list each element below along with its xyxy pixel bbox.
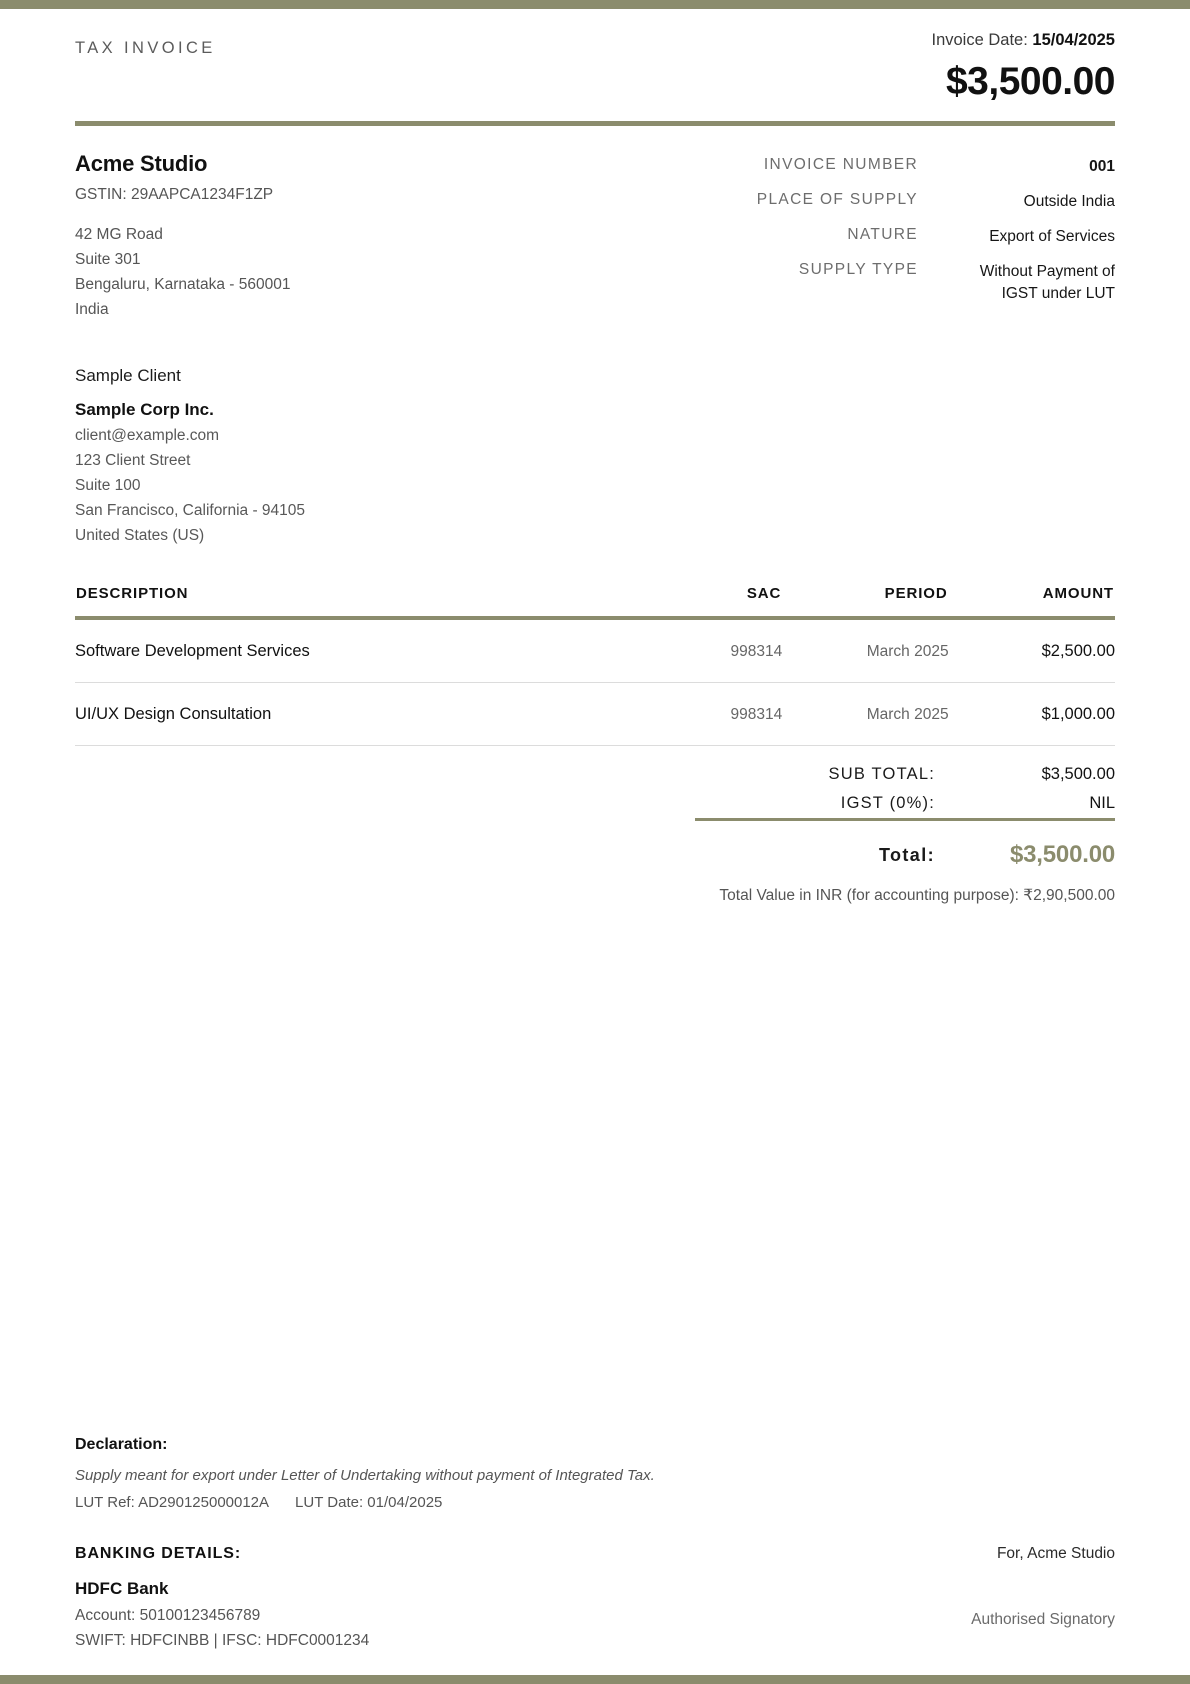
meta-key: PLACE OF SUPPLY xyxy=(756,190,918,208)
seller-gstin: GSTIN: 29AAPCA1234F1ZP xyxy=(75,185,274,203)
meta-key: INVOICE NUMBER xyxy=(763,155,918,173)
client-address-line: 123 Client Street xyxy=(75,452,191,470)
client-address-line: Suite 100 xyxy=(75,476,141,494)
lut-ref: LUT Ref: AD290125000012A xyxy=(75,1494,270,1512)
column-header-amount: AMOUNT xyxy=(1042,585,1114,603)
item-sac: 998314 xyxy=(657,618,782,683)
invoice-date-value: 15/04/2025 xyxy=(1032,31,1115,49)
authorised-signatory-label: Authorised Signatory xyxy=(971,1611,1115,1629)
banking-title: BANKING DETAILS: xyxy=(75,1545,242,1563)
meta-key: NATURE xyxy=(847,225,918,243)
invoice-date-label: Invoice Date: xyxy=(931,31,1028,49)
declaration-lut xyxy=(75,1494,1115,1511)
igst-label: IGST (0%): xyxy=(840,794,935,813)
meta-value: 001 xyxy=(1089,157,1115,175)
meta-row xyxy=(757,156,1115,191)
meta-row xyxy=(757,226,1115,261)
table-header-row xyxy=(75,584,1115,618)
lut-date: LUT Date: 01/04/2025 xyxy=(295,1494,443,1512)
invoice-header xyxy=(75,9,1115,103)
totals-table xyxy=(695,760,1115,874)
subtotal-label: SUB TOTAL: xyxy=(828,765,935,784)
grand-total-label: Total: xyxy=(695,820,965,875)
client-details xyxy=(75,424,1115,548)
seller-address-line: Bengaluru, Karnataka - 560001 xyxy=(75,276,291,294)
seller-address xyxy=(75,222,290,322)
subtotal-row xyxy=(695,760,1115,789)
column-header-sac: SAC xyxy=(746,585,782,603)
client-address-line: San Francisco, California - 94105 xyxy=(75,501,306,519)
grand-total-row xyxy=(695,820,1115,875)
banking-block xyxy=(75,1545,369,1653)
item-description: Software Development Services xyxy=(75,618,657,683)
meta-value: Without Payment of IGST under LUT xyxy=(979,262,1115,303)
parties-section xyxy=(75,151,1115,322)
igst-row xyxy=(695,789,1115,820)
invoice-date-block xyxy=(932,31,1116,103)
invoice-inner xyxy=(0,9,1190,1675)
table-row xyxy=(75,683,1115,746)
igst-value: NIL xyxy=(1089,794,1115,813)
meta-row xyxy=(757,191,1115,226)
seller-name: Acme Studio xyxy=(75,150,208,176)
grand-total-value: $3,500.00 xyxy=(965,820,1115,875)
totals-section xyxy=(75,760,1115,874)
declaration-title: Declaration: xyxy=(75,1436,168,1454)
item-period: March 2025 xyxy=(782,683,948,746)
declaration-text: Supply meant for export under Letter of Undertaking without payment of Integrated Tax. xyxy=(75,1467,655,1485)
item-amount: $2,500.00 xyxy=(949,618,1115,683)
bank-swift-ifsc: SWIFT: HDFCINBB | IFSC: HDFC0001234 xyxy=(75,1631,370,1649)
signature-block xyxy=(971,1545,1115,1629)
header-divider xyxy=(75,121,1115,126)
invoice-footer xyxy=(75,1436,1115,1653)
meta-value: Outside India xyxy=(1023,192,1115,210)
banking-and-signature xyxy=(75,1545,1115,1653)
column-header-period: PERIOD xyxy=(884,585,948,603)
client-email: client@example.com xyxy=(75,427,220,445)
subtotal-value: $3,500.00 xyxy=(1041,765,1115,784)
item-description: UI/UX Design Consultation xyxy=(75,683,657,746)
invoice-date-line xyxy=(932,31,1116,50)
line-items-table xyxy=(75,584,1115,746)
meta-value: Export of Services xyxy=(989,227,1115,245)
item-period: March 2025 xyxy=(782,618,948,683)
seller-address-line: Suite 301 xyxy=(75,251,141,269)
seller-address-line: India xyxy=(75,301,109,319)
item-amount: $1,000.00 xyxy=(949,683,1115,746)
seller-block xyxy=(75,151,290,322)
seller-address-line: 42 MG Road xyxy=(75,225,163,243)
client-address-line: United States (US) xyxy=(75,526,205,544)
column-header-description: DESCRIPTION xyxy=(76,585,189,603)
client-attention: Sample Client xyxy=(75,366,181,386)
signature-for-line: For, Acme Studio xyxy=(996,1545,1115,1563)
header-total-amount: $3,500.00 xyxy=(945,60,1115,103)
item-sac: 998314 xyxy=(657,683,782,746)
bank-name: HDFC Bank xyxy=(75,1579,169,1599)
client-block xyxy=(75,366,1115,548)
invoice-meta-table xyxy=(757,156,1115,322)
table-row xyxy=(75,618,1115,683)
bank-account: Account: 50100123456789 xyxy=(75,1607,261,1625)
meta-row xyxy=(757,261,1115,323)
bank-details xyxy=(75,1604,369,1653)
client-company: Sample Corp Inc. xyxy=(75,400,214,420)
page-title: TAX INVOICE xyxy=(75,39,216,57)
inr-conversion-note: Total Value in INR (for accounting purpose): ₹2,90,500.00 xyxy=(719,887,1115,905)
meta-key: SUPPLY TYPE xyxy=(798,260,918,278)
